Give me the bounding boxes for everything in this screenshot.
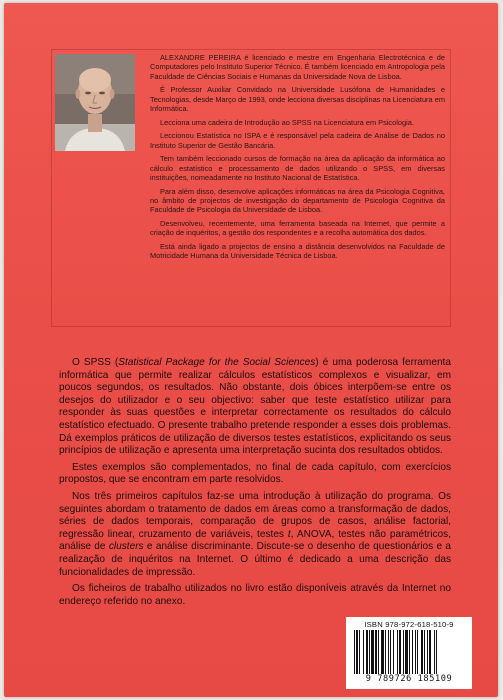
text-run: , ANOVA, testes não paramétricos, análise de [59,528,452,553]
description-paragraph [59,357,451,458]
bio-paragraph: Leccionou Estatística no ISPA e é responsável pela cadeira de Análise de Dados no Instituto Superior de Gestão Bancária. [150,131,445,150]
italic-term: Statistical Package for the Social Sciences [118,357,316,368]
bio-paragraph: Tem também leccionado cursos de formação na área da aplicação da informática ao cálculo estatístico e processamento de dados utilizando o SPSS, em diversas instituições, nomeadamente no Instituto Nacional de Estatística. [150,154,445,182]
text-run: O SPSS ( [72,357,119,368]
bio-paragraph: É Professor Auxiliar Convidado na Universidade Lusófona de Humanidades e Tecnologias, desde Março de 1993, onde lecciona diversas disciplinas na Licenciatura em Informática. [150,85,445,113]
description-paragraph [59,491,451,579]
author-bio [150,53,445,265]
description-paragraph: Os ficheiros de trabalho utilizados no livro estão disponíveis através da Internet no endereço referido no anexo. [59,583,451,607]
bio-paragraph: ALEXANDRE PEREIRA é licenciado e mestre em Engenharia Electrotécnica e de Computadores pelo Instituto Superior Técnico. É também licenciado em Antropologia pela Faculdade de Ciências Sociais e Humanas da Universidade Nova de Lisboa. [150,53,445,81]
italic-term: clusters [108,541,144,553]
bio-paragraph: Para além disso, desenvolve aplicações informáticas na área da Psicologia Cognitiva, no âmbito de projectos de investigação do departamento de Psicologia Cognitiva da Faculdade de Psicologia da Universidade de Lisboa. [150,186,445,215]
author-portrait [55,54,135,151]
barcode-digits: 9 789726 185109 [365,674,453,684]
isbn-number: ISBN 978-972-618-510-9 [364,620,454,629]
text-run: ) é uma poderosa ferramenta informática que permite realizar cálculos estatísticos complexos e visualizar, em poucos segundos, os resultados. Não obstante, dois óbices interpõem-se entre os desejos do utilizador e o seu objectivo: saber que teste estatístico utilizar para responder às suas questões e interpretar correctamente os resultados do cálculo estatístico efectuado. O presente trabalho pretende responder a esses dois problemas. Dá exemplos práticos de utilização de diversos testes estatísticos, explicitando os seus princípios de utilização e apresenta uma interpretação sucinta dos resultados obtidos. [59,357,451,457]
barcode-label [346,617,472,689]
text-run: e análise discriminante. Discute-se o desenho de questionários e a realização de inquéritos na Internet. O último é dedicado a uma descrição das funcionalidades de impressão. [59,541,451,578]
back-cover [4,3,498,697]
author-photo [55,54,135,151]
barcode-icon [352,630,466,674]
bio-paragraph: Lecciona uma cadeira de Introdução ao SPSS na Licenciatura em Psicologia. [160,117,414,127]
bio-paragraph: Desenvolveu, recentemente, uma ferramenta baseada na Internet, que permite a criação de inquéritos, a gestão dos respondentes e a recolha automática dos dados. [150,218,445,238]
description-paragraph: Estes exemplos são complementados, no final de cada capítulo, com exercícios propostos, que se encontram em parte resolvidos. [59,461,451,486]
text-run: Nos três primeiros capítulos faz-se uma introdução à utilização do programa. Os seguintes abordam o tratamento de dados em áreas como a transformação de dados, séries de dados temporais, comparação de grupos de casos, análise factorial, regressão linear, cruzamento de variáveis, testes [59,490,451,540]
book-description [59,357,451,612]
italic-term: t [287,528,291,540]
bio-paragraph: Está ainda ligado a projectos de ensino a distância desenvolvidos na Faculdade de Motricidade Humana da Universidade Técnica de Lisboa. [150,241,445,261]
